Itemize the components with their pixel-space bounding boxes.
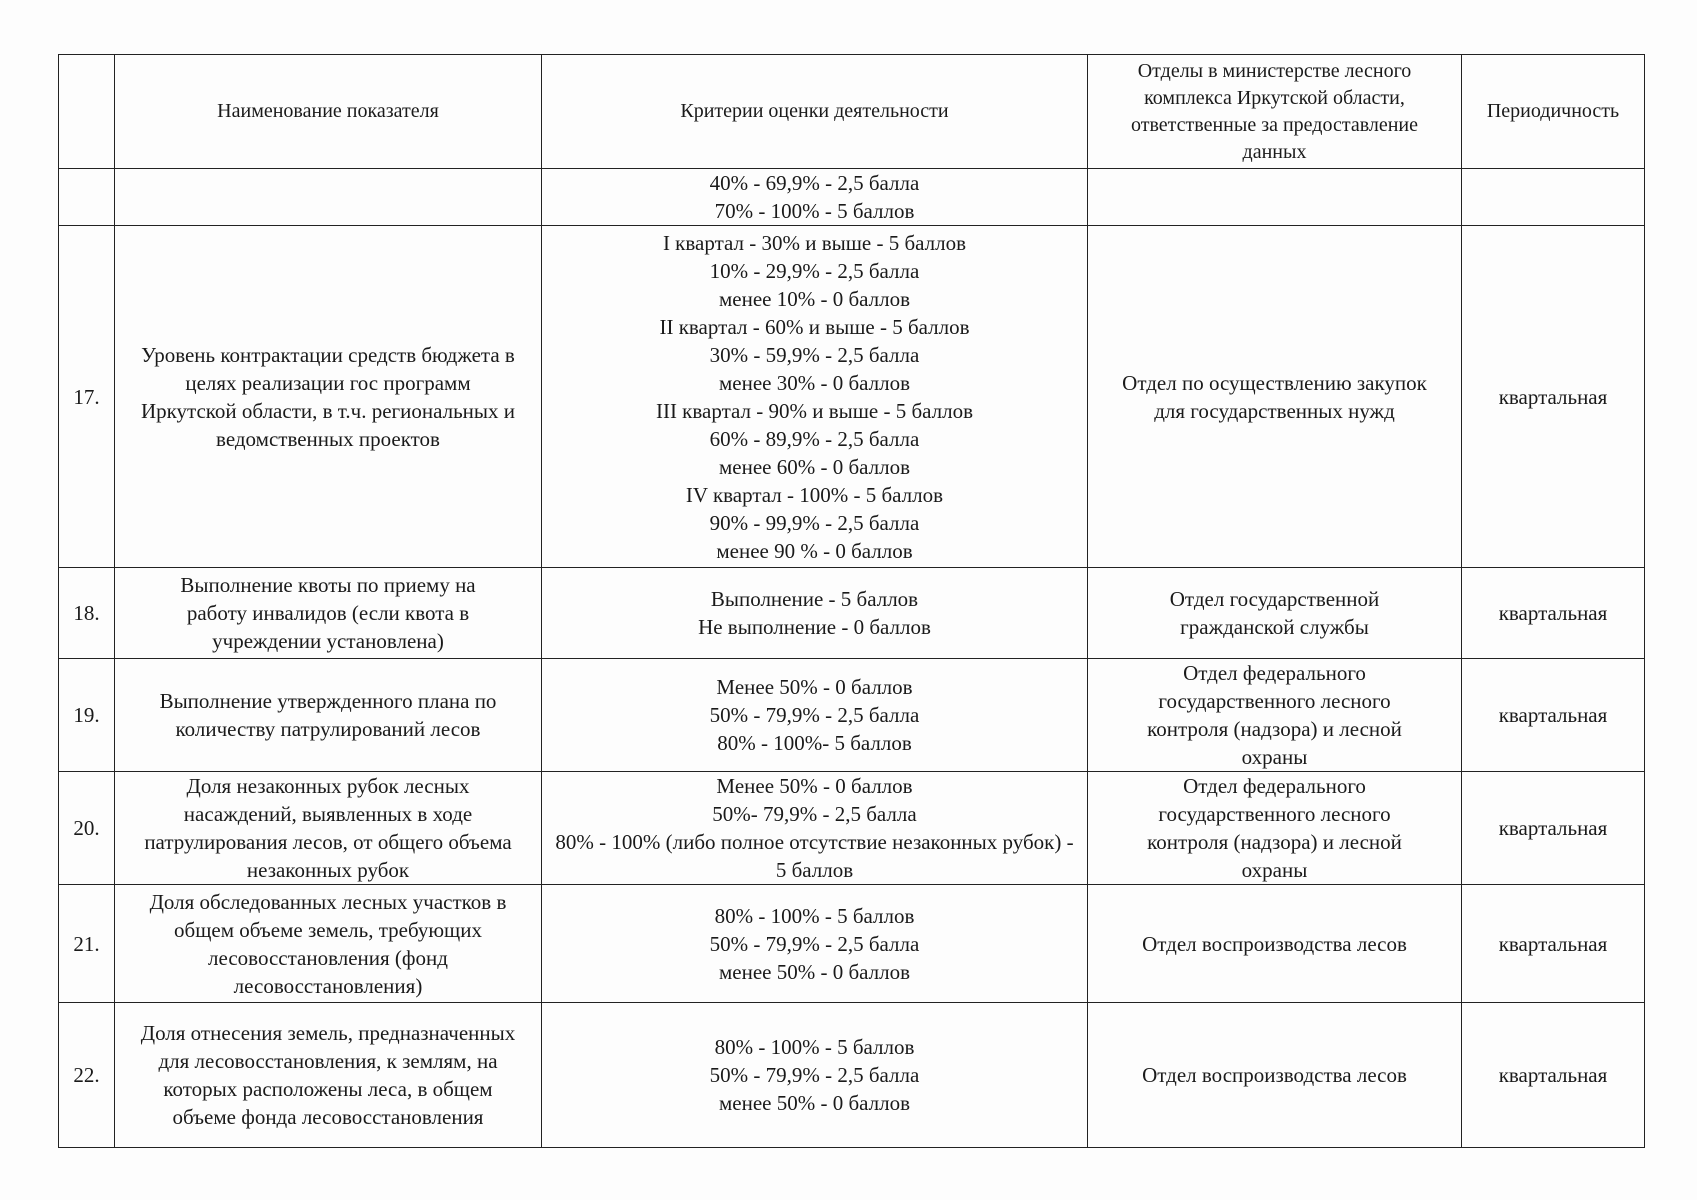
- row-num: 19.: [59, 659, 115, 772]
- document-sheet: [58, 54, 1645, 1148]
- table-row: [59, 772, 1645, 885]
- row-name: Доля незаконных рубок лесных насаждений, выявленных в ходе патрулирования лесов, от общего объема незаконных рубок: [115, 772, 542, 885]
- row-department: Отдел федерального государственного лесного контроля (надзора) и лесной охраны: [1088, 772, 1462, 885]
- row-periodicity: [1462, 169, 1645, 226]
- indicators-table: [58, 54, 1645, 1148]
- criteria-line: 70% - 100% - 5 баллов: [714, 199, 915, 223]
- criteria-line: III квартал - 90% и выше - 5 баллов: [655, 398, 974, 423]
- row-periodicity: квартальная: [1462, 1003, 1645, 1148]
- criteria-line: Менее 50% - 0 баллов: [716, 675, 913, 699]
- criteria-line: 30% - 59,9% - 2,5 балла: [709, 342, 920, 367]
- criteria-line: менее 30% - 0 баллов: [718, 370, 911, 395]
- row-criteria: [542, 1003, 1088, 1148]
- header-departments: Отделы в министерстве лесного комплекса Иркутской области, ответственные за предоставление данных: [1088, 55, 1462, 169]
- criteria-line: менее 50% - 0 баллов: [718, 959, 911, 984]
- criteria-line: IV квартал - 100% - 5 баллов: [685, 482, 944, 507]
- row-name: Выполнение утвержденного плана по количеству патрулирований лесов: [115, 659, 542, 772]
- row-department: Отдел воспроизводства лесов: [1088, 1003, 1462, 1148]
- row-name: Доля отнесения земель, предназначенных для лесовосстановления, к землям, на которых расположены леса, в общем объеме фонда лесовосстановления: [115, 1003, 542, 1148]
- criteria-line: Менее 50% - 0 баллов: [716, 774, 913, 798]
- row-criteria: [542, 885, 1088, 1003]
- table-row: [59, 1003, 1645, 1148]
- criteria-line: Не выполнение - 0 баллов: [698, 615, 931, 639]
- row-criteria: [542, 568, 1088, 659]
- row-num: [59, 169, 115, 226]
- row-department: Отдел воспроизводства лесов: [1088, 885, 1462, 1003]
- criteria-line: 80% - 100% - 5 баллов: [714, 903, 915, 928]
- criteria-line: 80% - 100% (либо полное отсутствие незаконных рубок) - 5 баллов: [555, 830, 1074, 882]
- criteria-line: 60% - 89,9% - 2,5 балла: [709, 426, 920, 451]
- row-name: [115, 169, 542, 226]
- criteria-line: менее 90 % - 0 баллов: [716, 538, 913, 563]
- row-num: 22.: [59, 1003, 115, 1148]
- header-row: [59, 55, 1645, 169]
- row-department: Отдел государственной гражданской службы: [1088, 568, 1462, 659]
- criteria-line: 50% - 79,9% - 2,5 балла: [709, 1063, 920, 1087]
- criteria-line: I квартал - 30% и выше - 5 баллов: [662, 230, 967, 255]
- row-criteria: [542, 772, 1088, 885]
- criteria-line: 50% - 79,9% - 2,5 балла: [709, 931, 920, 956]
- criteria-line: 50% - 79,9% - 2,5 балла: [709, 703, 920, 727]
- row-num: 17.: [59, 226, 115, 568]
- row-num: 18.: [59, 568, 115, 659]
- row-periodicity: квартальная: [1462, 885, 1645, 1003]
- criteria-line: 50%- 79,9% - 2,5 балла: [712, 802, 917, 826]
- row-criteria: [542, 169, 1088, 226]
- row-name: Выполнение квоты по приему на работу инвалидов (если квота в учреждении установлена): [115, 568, 542, 659]
- criteria-line: 80% - 100%- 5 баллов: [717, 731, 912, 755]
- header-name: Наименование показателя: [115, 55, 542, 169]
- table-row: [59, 659, 1645, 772]
- row-name: Уровень контрактации средств бюджета в целях реализации гос программ Иркутской области, в т.ч. региональных и ведомственных проектов: [115, 226, 542, 568]
- table-row: [59, 226, 1645, 568]
- criteria-line: Выполнение - 5 баллов: [710, 587, 919, 611]
- row-num: 20.: [59, 772, 115, 885]
- criteria-line: менее 50% - 0 баллов: [718, 1091, 911, 1115]
- row-department: [1088, 169, 1462, 226]
- row-periodicity: квартальная: [1462, 568, 1645, 659]
- header-criteria: Критерии оценки деятельности: [542, 55, 1088, 169]
- row-department: Отдел по осуществлению закупок для государственных нужд: [1088, 226, 1462, 568]
- row-criteria: [542, 226, 1088, 568]
- row-criteria: [542, 659, 1088, 772]
- criteria-line: 90% - 99,9% - 2,5 балла: [709, 510, 920, 535]
- header-periodicity: Периодичность: [1462, 55, 1645, 169]
- criteria-line: II квартал - 60% и выше - 5 баллов: [659, 314, 970, 339]
- criteria-line: 10% - 29,9% - 2,5 балла: [709, 258, 920, 283]
- criteria-line: менее 10% - 0 баллов: [718, 286, 911, 311]
- table-row: [59, 885, 1645, 1003]
- row-num: 21.: [59, 885, 115, 1003]
- table-row: [59, 169, 1645, 226]
- row-department: Отдел федерального государственного лесного контроля (надзора) и лесной охраны: [1088, 659, 1462, 772]
- row-periodicity: квартальная: [1462, 659, 1645, 772]
- table-row: [59, 568, 1645, 659]
- header-num: [59, 55, 115, 169]
- criteria-line: менее 60% - 0 баллов: [718, 454, 911, 479]
- criteria-line: 80% - 100% - 5 баллов: [714, 1035, 915, 1059]
- row-periodicity: квартальная: [1462, 772, 1645, 885]
- row-periodicity: квартальная: [1462, 226, 1645, 568]
- criteria-line: 40% - 69,9% - 2,5 балла: [709, 171, 920, 195]
- row-name: Доля обследованных лесных участков в общем объеме земель, требующих лесовосстановления (фонд лесовосстановления): [115, 885, 542, 1003]
